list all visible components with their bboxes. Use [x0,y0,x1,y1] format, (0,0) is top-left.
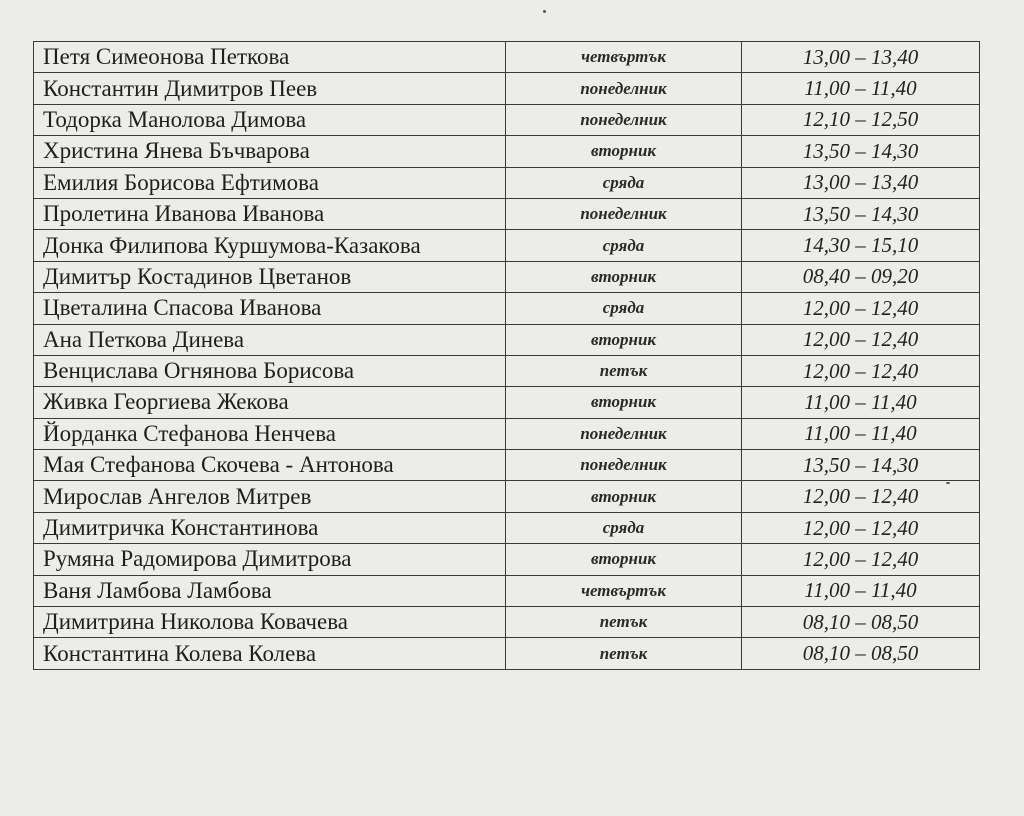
time-slot: 08,10 – 08,50 [742,638,980,669]
weekday: четвъртък [506,42,742,73]
time-slot: 12,00 – 12,40 [742,355,980,386]
schedule-table [33,41,980,670]
person-name: Петя Симеонова Петкова [34,42,506,73]
person-name: Христина Янева Бъчварова [34,136,506,167]
person-name: Емилия Борисова Ефтимова [34,167,506,198]
weekday: вторник [506,261,742,292]
person-name: Румяна Радомирова Димитрова [34,544,506,575]
person-name: Димитричка Константинова [34,512,506,543]
time-slot: 12,00 – 12,40 [742,481,980,512]
table-row [34,230,980,261]
weekday: сряда [506,293,742,324]
time-slot: 13,00 – 13,40 [742,167,980,198]
time-slot: 11,00 – 11,40 [742,418,980,449]
person-name: Мирослав Ангелов Митрев [34,481,506,512]
weekday: вторник [506,136,742,167]
weekday: понеделник [506,198,742,229]
weekday: петък [506,638,742,669]
time-slot: 12,10 – 12,50 [742,104,980,135]
scan-speck [543,10,546,13]
person-name: Константин Димитров Пеев [34,73,506,104]
table-row [34,450,980,481]
table-row [34,355,980,386]
person-name: Константина Колева Колева [34,638,506,669]
weekday: понеделник [506,104,742,135]
person-name: Ваня Ламбова Ламбова [34,575,506,606]
weekday: понеделник [506,73,742,104]
time-slot: 12,00 – 12,40 [742,544,980,575]
table-row [34,481,980,512]
table-row [34,607,980,638]
person-name: Йорданка Стефанова Ненчева [34,418,506,449]
time-slot: 13,50 – 14,30 [742,136,980,167]
table-row [34,261,980,292]
weekday: сряда [506,230,742,261]
table-row [34,387,980,418]
table-row [34,167,980,198]
person-name: Пролетина Иванова Иванова [34,198,506,229]
time-slot: 14,30 – 15,10 [742,230,980,261]
weekday: понеделник [506,450,742,481]
weekday: сряда [506,512,742,543]
person-name: Ана Петкова Динева [34,324,506,355]
person-name: Димитрина Николова Ковачева [34,607,506,638]
person-name: Цветалина Спасова Иванова [34,293,506,324]
person-name: Мая Стефанова Скочева - Антонова [34,450,506,481]
table-row [34,73,980,104]
weekday: вторник [506,324,742,355]
table-row [34,42,980,73]
person-name: Живка Георгиева Жекова [34,387,506,418]
table-row [34,638,980,669]
time-slot: 08,10 – 08,50 [742,607,980,638]
weekday: вторник [506,481,742,512]
time-slot: 13,50 – 14,30 [742,198,980,229]
weekday: понеделник [506,418,742,449]
time-slot: 12,00 – 12,40 [742,512,980,543]
person-name: Венцислава Огнянова Борисова [34,355,506,386]
weekday: петък [506,607,742,638]
time-slot: 13,00 – 13,40 [742,42,980,73]
table-row [34,293,980,324]
weekday: вторник [506,544,742,575]
weekday: вторник [506,387,742,418]
time-slot: 12,00 – 12,40 [742,324,980,355]
weekday: сряда [506,167,742,198]
table-row [34,544,980,575]
table-row [34,575,980,606]
table-row [34,104,980,135]
table-row [34,418,980,449]
time-slot: 12,00 – 12,40 [742,293,980,324]
table-row [34,198,980,229]
time-slot: 11,00 – 11,40 [742,387,980,418]
table-row [34,324,980,355]
weekday: петък [506,355,742,386]
time-slot: 11,00 – 11,40 [742,575,980,606]
table-row [34,512,980,543]
person-name: Тодорка Манолова Димова [34,104,506,135]
person-name: Донка Филипова Куршумова-Казакова [34,230,506,261]
time-slot: 11,00 – 11,40 [742,73,980,104]
weekday: четвъртък [506,575,742,606]
time-slot: 13,50 – 14,30 [742,450,980,481]
time-slot: 08,40 – 09,20 [742,261,980,292]
person-name: Димитър Костадинов Цветанов [34,261,506,292]
table-row [34,136,980,167]
